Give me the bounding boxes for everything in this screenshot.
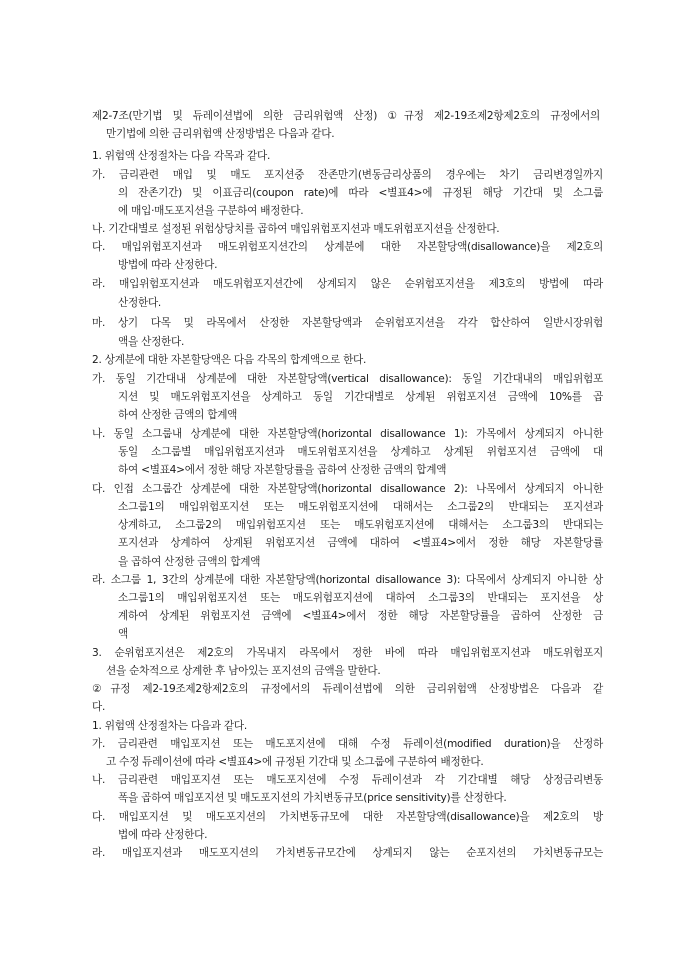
paragraph-line: 계하여 상계된 위험포지션 금액에 <별표4>에서 정한 해당 자본할당률을 곱하여 산정한 금 [118, 610, 603, 622]
subitem-na-line: 나. 동일 소그룹내 상계분에 대한 자본할당액(horizontal disallowance 1): 가목에서 상계되지 아니한 [92, 428, 603, 440]
paragraph-line: 방법에 따라 산정한다. [118, 259, 218, 271]
paragraph-line: 다. [92, 701, 106, 713]
subitem-ra-line: 라. 매입포지션과 매도포지션의 가치변동규모간에 상계되지 않는 순포지션의 가치변동규모는 [92, 847, 603, 859]
subitem-ga-line: 가. 동일 기간대내 상계분에 대한 자본할당액(vertical disallowance): 동일 기간대내의 매입위험포 [92, 373, 603, 385]
subitem-da-line: 다. 인접 소그룹간 상계분에 대한 자본할당액(horizontal disallowance 2): 나목에서 상계되지 아니한 [92, 483, 603, 495]
paragraph-line: 액 [118, 628, 128, 640]
subitem-da-line: 다. 매입포지션 및 매도포지션의 가치변동규모에 대한 자본할당액(disallowance)을 제2호의 방 [92, 811, 603, 823]
subitem-na-line: 나. 기간대별로 설정된 위험상당치를 곱하여 매입위험포지션과 매도위험포지션을 산정한다. [92, 223, 500, 235]
paragraph-line: 포지션과 상계하여 상계된 위험포지션 금액에 대하여 <별표4>에서 정한 해당 자본할당률 [118, 537, 603, 549]
subitem-ga-line: 가. 금리관련 매입 및 매도 포지션중 잔존만기(변동금리상품의 경우에는 차기 금리변경일까지 [92, 169, 603, 181]
subitem-na-line: 나. 금리관련 매입포지션 또는 매도포지션에 수정 듀레이션과 각 기간대별 해당 상정금리변동 [92, 774, 603, 786]
paragraph-2-heading-line: ②규정 제2-19조제2항제2호의 규정에서의 듀레이션법에 의한 금리위험액 산정방법은 다음과 같 [92, 683, 603, 695]
paragraph-line: 소그룹1의 매입위험포지션 또는 매도위험포지션에 대하여 소그룹3의 반대되는 포지션을 상 [118, 592, 603, 604]
paragraph-line: 고 수정 듀레이션에 따라 <별표4>에 규정된 기간대 및 소그룹에 구분하여 배정한다. [106, 756, 484, 768]
paragraph-line: 하여 <별표4>에서 정한 해당 자본할당률을 곱하여 산정한 금액의 합계액 [118, 464, 447, 476]
paragraph-line: 하여 산정한 금액의 합계액 [118, 409, 238, 421]
paragraph-line: 폭을 곱하여 매입포지션 및 매도포지션의 가치변동규모(price sensitivity)를 산정한다. [118, 792, 507, 804]
article-heading-line: 제2-7조(만기법 및 듀레이션법에 의한 금리위험액 산정) ①규정 제2-19조제2항제2호의 규정에서의 [92, 110, 600, 122]
paragraph-line: 지션 및 매도위험포지션을 상계하고 동일 기간대별로 상계된 위험포지션 금액에 10%를 곱 [118, 391, 603, 403]
paragraph-line: 산정한다. [118, 297, 162, 309]
paragraph-line: 의 잔존기간) 및 이표금리(coupon rate)에 따라 <별표4>에 규정된 해당 기간대 및 소그룹 [118, 187, 603, 199]
paragraph-line: 을 곱하여 산정한 금액의 합계액 [118, 556, 261, 568]
subitem-da-line: 다. 매입위험포지션과 매도위험포지션간의 상계분에 대한 자본할당액(disallowance)을 제2호의 [92, 241, 603, 253]
paragraph-line: 상계하고, 소그룹2의 매입위험포지션 또는 매도위험포지션에 대해서는 소그룹3의 반대되는 [118, 519, 603, 531]
paragraph-line: 만기법에 의한 금리위험액 산정방법은 다음과 같다. [106, 128, 335, 140]
paragraph-line: 소그룹1의 매입위험포지션 또는 매도위험포지션에 대해서는 소그룹2의 반대되는 포지션과 [118, 501, 603, 513]
subitem-ra-line: 라. 매입위험포지션과 매도위험포지션간에 상계되지 않은 순위험포지션을 제3호의 방법에 따라 [92, 278, 603, 290]
subitem-ga-line: 가. 금리관련 매입포지션 또는 매도포지션에 대해 수정 듀레이션(modified duration)을 산정하 [92, 738, 603, 750]
item-1-line: 1. 위험액 산정절차는 다음 각목과 같다. [92, 150, 271, 162]
paragraph-line: 동일 소그룹별 매입위험포지션과 매도위험포지션을 상계하고 상계된 위험포지션 금액에 대 [118, 446, 603, 458]
paragraph-line: 액을 산정한다. [118, 336, 185, 348]
subitem-ma-line: 마. 상기 다목 및 라목에서 산정한 자본할당액과 순위험포지션을 각각 합산하여 일반시장위험 [92, 317, 603, 329]
paragraph-line: 에 매입·매도포지션을 구분하여 배정한다. [118, 205, 304, 217]
paragraph-line: 션을 순차적으로 상계한 후 남아있는 포지션의 금액을 말한다. [106, 665, 381, 677]
paragraph-line: 법에 따라 산정한다. [118, 829, 208, 841]
subitem-ra-line: 라. 소그룹 1, 3간의 상계분에 대한 자본할당액(horizontal disallowance 3): 다목에서 상계되지 아니한 상 [92, 574, 603, 586]
item-1-line: 1. 위험액 산정절차는 다음과 같다. [92, 720, 247, 732]
item-3-line: 3. 순위험포지션은 제2호의 가목내지 라목에서 정한 바에 따라 매입위험포지션과 매도위험포지 [92, 647, 603, 659]
item-2-line: 2. 상계분에 대한 자본할당액은 다음 각목의 합계액으로 한다. [92, 354, 367, 366]
